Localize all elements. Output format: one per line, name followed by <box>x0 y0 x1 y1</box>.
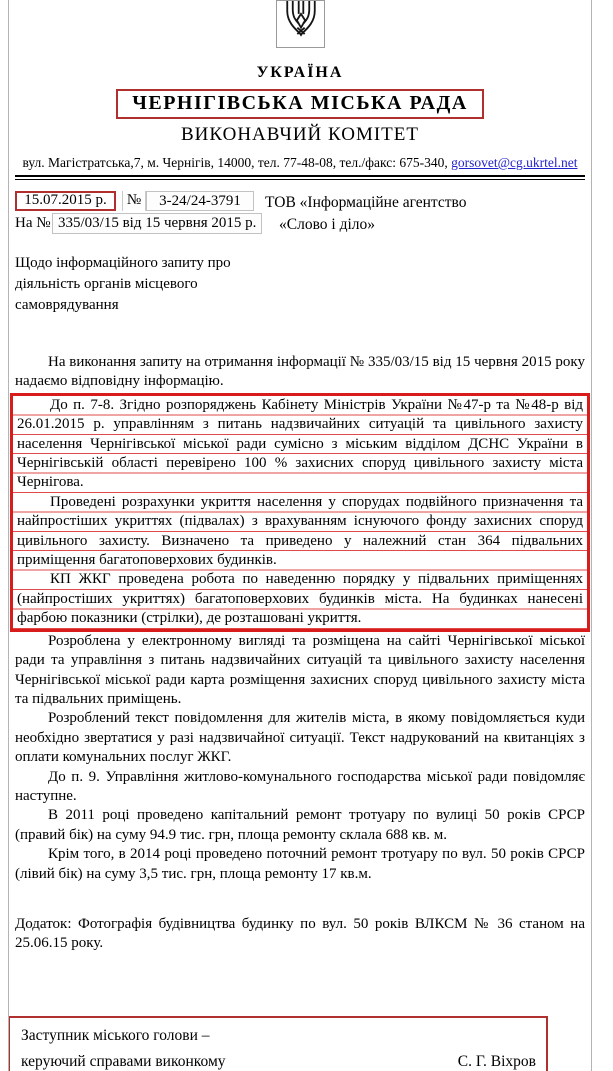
reference-block <box>15 191 585 238</box>
organization-title-annotation-box: ЧЕРНІГІВСЬКА МІСЬКА РАДА <box>116 89 484 119</box>
signature-position-line-2: керуючий справами виконкому <box>21 1052 226 1070</box>
department-title: ВИКОНАВЧИЙ КОМІТЕТ <box>181 124 419 145</box>
country-title: УКРАЇНА <box>256 64 344 81</box>
date-field-annotation-box: 15.07.2015 р. <box>15 191 116 211</box>
recipient-line-1: ТОВ «Інформаційне агентство <box>265 194 467 211</box>
address-text: вул. Магістратська,7, м. Чернігів, 14000, тел. 77-48-08, тел./факс: 675-340, <box>22 155 452 170</box>
paragraph-map: Розроблена у електронному вигляді та розміщена на сайті Чернігівської міської ради та управління з питань надзвичайних ситуацій та цивільного захисту населення Чернігівської міської ради карта розміщення захисних споруд цивільного захисту міста та підвальних приміщень. <box>15 632 585 707</box>
signature-name: С. Г. Віхров <box>457 1052 536 1070</box>
attachment-block <box>15 915 585 954</box>
letter-body <box>15 353 585 954</box>
highlighted-paragraphs-annotation-box <box>10 393 590 632</box>
subject-line-3: самоврядування <box>15 297 119 313</box>
paragraph-notification-text: Розроблений текст повідомлення для жителів міста, в якому повідомляється куди необхідно звертатися у разі надзвичайної ситуації. Текст надрукований на квитанціях з оплати комунальних послуг ЖКГ. <box>15 710 585 766</box>
signature-row <box>21 1053 536 1071</box>
header-double-rule <box>15 175 585 180</box>
recipient-line-2: «Слово і діло» <box>279 216 376 233</box>
subject-block <box>15 253 255 316</box>
paragraph-repair-2011: В 2011 році проведено капітальний ремонт тротуару по вулиці 50 років СРСР (правий бік) на суму 94.9 тис. грн, площа ремонту склала 688 кв. м. <box>15 807 585 843</box>
paragraph-repair-2014: Крім того, в 2014 році проведено поточний ремонт тротуару по вул. 50 років СРСР (лівий бік) на суму 3,5 тис. грн, площа ремонту 17 кв.м. <box>15 846 585 882</box>
incoming-number-label: На № <box>15 215 51 231</box>
signature-annotation-box <box>8 1016 548 1071</box>
subject-line-1: Щодо інформаційного запиту про <box>15 255 231 271</box>
number-sign-label: № <box>122 191 146 211</box>
highlighted-paragraph-2: Проведені розрахунки укриття населення у спорудах подвійного призначення та найпростіших укриттях (підвалах) з врахуванням існуючого фонду захисних споруд цивільного захисту. Визначено та приведено у належний стан 364 підвальних приміщення багатоповерхових будинків. <box>17 493 583 569</box>
trident-icon <box>279 0 323 48</box>
ukraine-trident-emblem-icon <box>276 0 325 48</box>
subject-line-2: діяльність органів місцевого <box>15 276 198 292</box>
address-line <box>15 155 585 171</box>
document-page <box>8 0 592 1071</box>
highlighted-paragraph-3: КП ЖКГ проведена робота по наведенню порядку у підвальних приміщеннях (найпростіших укриттях) багатоповерхових будинків міста. На будинках нанесені фарбою показники (стрілки), де розташовані укриття. <box>17 571 583 627</box>
outgoing-number-field: 3-24/24-3791 <box>146 191 254 211</box>
recipient-block <box>265 192 467 236</box>
organization-title-wrap <box>15 89 585 119</box>
incoming-number-field: 335/03/15 від 15 червня 2015 р. <box>52 213 262 234</box>
signature-position-line-1: Заступник міського голови – <box>21 1026 210 1044</box>
highlighted-paragraph-1: До п. 7-8. Згідно розпоряджень Кабінету Міністрів України №47-р та №48-р від 26.01.2015 р. управлінням з питань надзвичайних ситуацій та цивільного захисту населення Чернігівської міської ради сумісно з міським відділом ДСНС України в Чернігівській області перевірено 100 % захисних споруд цивільного захисту міста Чернігова. <box>17 396 583 491</box>
attachment-text: Додаток: Фотографія будівництва будинку по вул. 50 років ВЛКСМ № 36 станом на 25.06.15 року. <box>15 915 585 952</box>
email-link[interactable]: gorsovet@cg.ukrtel.net <box>451 155 578 170</box>
paragraph-point-9: До п. 9. Управління житлово-комунального господарства міської ради повідомляє наступне. <box>15 768 585 804</box>
paragraph-intro: На виконання запиту на отримання інформації № 335/03/15 від 15 червня 2015 року надаємо відповідну інформацію. <box>15 354 585 390</box>
